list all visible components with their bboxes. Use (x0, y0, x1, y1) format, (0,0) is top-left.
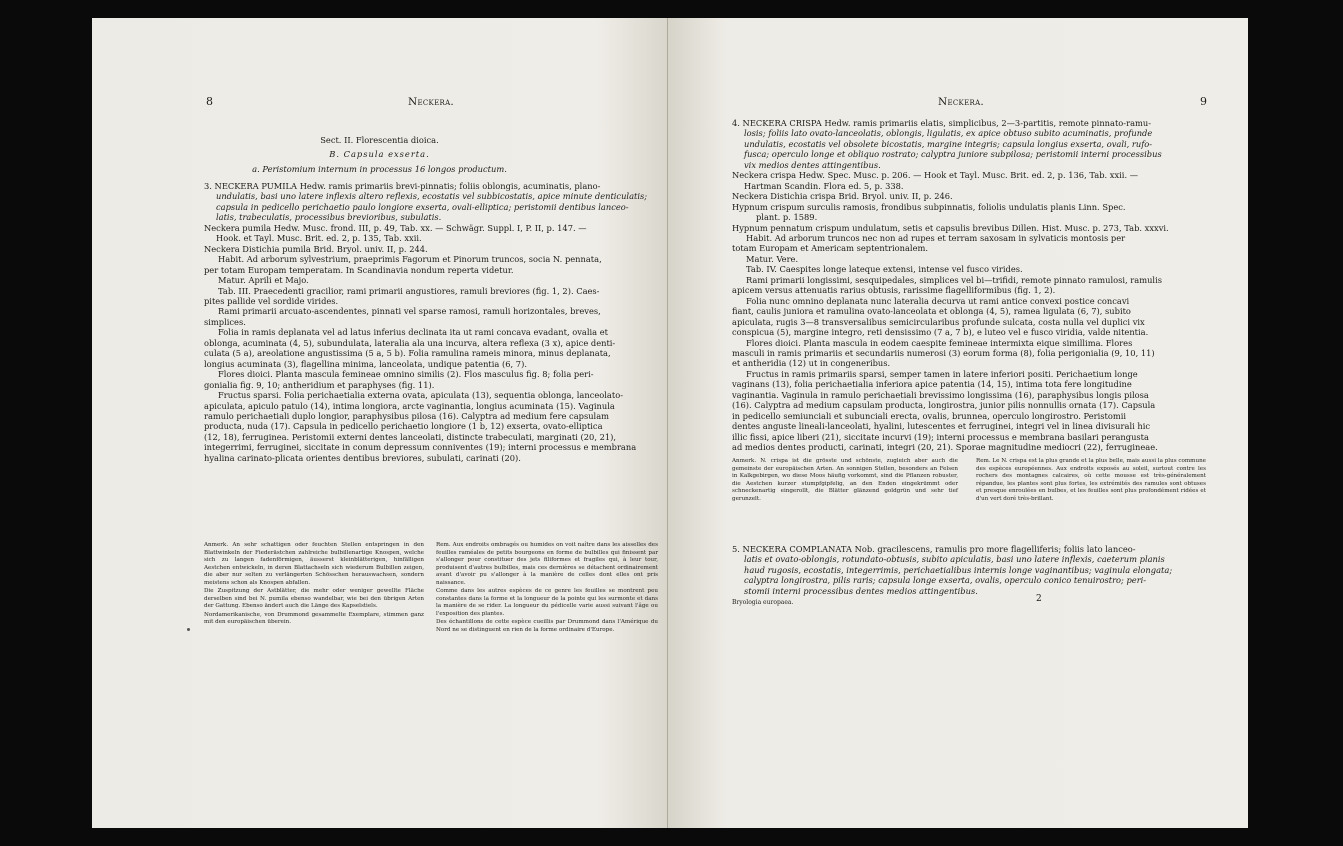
text-line: 5. NECKERA COMPLANATA Nob. gracilescens, ramulis pro more flagelliferis; foliis lato lanceo- (732, 544, 1136, 554)
text-line: Fructus sparsi. Folia perichaetialia externa ovata, apiculata (13), sequentia oblonga, lanceolato- (218, 390, 623, 401)
text-line: Rami primarii arcuato-ascendentes, pinnati vel sparse ramosi, ramuli horizontales, breves, (218, 306, 601, 317)
text-line: totam Europam et Americam septentrionalem. (732, 243, 928, 254)
species-3-text (204, 181, 658, 463)
text-line: Tab. III. Praecedenti gracilior, rami primarii angustiores, ramuli breviores (fig. 1, 2). Caes- (218, 285, 600, 296)
text-line: gonialia fig. 9, 10; antheridium et paraphyses (fig. 11). (204, 379, 435, 390)
text-line: Hartman Scandin. Flora ed. 5, p. 338. (744, 180, 904, 191)
text-line: latis et ovato-oblongis, rotundato-obtusis, subito apiculatis, basi uno latere inflexis, caeterum planis (744, 554, 1165, 565)
right-page-number: 9 (1200, 95, 1207, 108)
german-note-column (732, 458, 958, 504)
text-line: ad medios dentes producti, carinati, integri (20, 21). Sporae magnitudine mediocri (22), ferrugineae. (732, 442, 1158, 453)
text-line: hyalina carinato-plicata orientes dentibus breviores, subulati, carinati (20). (204, 452, 521, 463)
text-line: undulatis, basi uno latere inflexis altero reflexis, ecostatis vel subbicostatis, apice minute denticulatis; (216, 191, 648, 202)
text-line: Matur. Vere. (746, 253, 799, 264)
text-line: 3. NECKERA PUMILA Hedw. ramis primariis brevi-pinnatis; foliis oblongis, acuminatis, plano- (204, 181, 601, 191)
subsection-a-heading: a. Peristomium internum in processus 16 longos productum. (252, 164, 507, 174)
right-page (668, 18, 1248, 828)
text-line: pites pallide vel sordide virides. (204, 295, 339, 306)
text-line: calyptra longirostra, pilis raris; capsula longe exserta, ovalis, operculo conico tenuirostro; peri- (744, 575, 1147, 586)
left-page (92, 18, 667, 828)
text-line: masculi in ramis primariis et secundariis numerosi (3) eorum forma (8), folia perigonialia (9, 10, 11) (732, 347, 1155, 358)
text-line: Hook. et Tayl. Musc. Brit. ed. 2, p. 135, Tab. xxii. (216, 233, 422, 244)
german-note-column (204, 542, 424, 628)
text-line: Folia in ramis deplanata vel ad latus inferius declinata ita ut rami concava evadant, ovalia et (218, 327, 608, 338)
signature-mark: 2 (1036, 594, 1042, 604)
text-line: longius acuminata (3), flagellina minima, lanceolata, undique patentia (6, 7). (204, 358, 527, 369)
text-line: latis, trabeculatis, processibus brevioribus, subulatis. (216, 212, 442, 223)
subsection-b-heading: B. Capsula exserta. (329, 149, 430, 159)
note-paragraph: Comme dans les autres espèces de ce genre les feuilles se montrent peu constantes dans la forme et la longueur de la pointe qui les surmonte et dans la manière de se rider. La longueur du pédicelle varie aussi suivant l'âge ou l'exposition des plantes. (436, 588, 658, 617)
left-page-number: 8 (206, 95, 213, 108)
text-line: vaginans (13), folia perichaetialia inferiora apice patentia (14, 15), intima tota fere longitudine (732, 379, 1132, 390)
species-5-text (732, 544, 1206, 596)
footer-imprint: Bryologia europaea. (732, 599, 794, 606)
section-heading: Sect. II. Florescentia dioica. (320, 135, 439, 145)
text-line: Flores dioici. Planta mascula femineae omnino similis (2). Flos masculus fig. 8; folia peri- (218, 369, 594, 380)
text-line: undulatis, ecostatis vel obsolete bicostatis, margine integris; capsula longius exserta, ovali, rufo- (744, 138, 1153, 149)
text-line: capsula in pedicello perichaetio paulo longiore exserta, ovali-elliptica; peristomii dentibus lanceo- (216, 201, 629, 212)
note-paragraph: Des échantillons de cette espèce cueillis par Drummond dans l'Amérique du Nord ne se distinguent en rien de la forme ordinaire d'Europe. (436, 619, 658, 633)
text-line: apiculata, rugis 3—8 transversalibus semicircularibus profunde sulcata, costa nulla vel duplici vix (732, 316, 1145, 327)
note-paragraph: Rem. Aux endroits ombragés ou humides on voit naître dans les aisselles des feuilles raméales de petits bourgeons en forme de bulbilles qui finissent par s'allonger pour constituer des jets filiformes et fragiles qui, à leur tour, produisent d'autres bulbilles, mais ces dernières se détachent ordinairement avant d'avoir pu s'allonger à la manière de celles dont elles ont pris naissance. (436, 542, 658, 586)
page-speck (187, 628, 190, 631)
text-line: Folia nunc omnino deplanata nunc lateralia decurva ut rami antice convexi postice concavi (746, 295, 1130, 306)
note-paragraph: Die Zuspitzung der Astblätter, die mehr oder weniger gewellte Fläche derselben sind bei N. pumila ebenso wandelbar, wie bei den übrigen Arten der Gattung. Ebenso ändert auch die Länge des Kapselstiels. (204, 588, 424, 609)
text-line: dentes anguste lineali-lanceolati, hyalini, lutescentes et ferruginei, integri vel in linea divisurali hic (732, 421, 1151, 432)
text-line: Hypnum crispum surculis ramosis, frondibus subpinnatis, foliolis undulatis planis Linn. Spec. (732, 201, 1126, 212)
right-running-title: Neckera. (938, 96, 985, 108)
text-line: apicem versus attenuatis rarius obtusis, rarissime flagelliformibus (fig. 1, 2). (732, 285, 1056, 296)
species-4-text (732, 118, 1206, 453)
text-line: Habit. Ad arborum truncos nec non ad rupes et terram saxosam in sylvaticis montosis per (746, 232, 1126, 243)
note-paragraph: Anmerk. N. crispa ist die grösste und schönste, zugleich aber auch die gemeinste der europäischen Arten. An sonnigen Stellen, besonders an Felsen in Kalkgebirgen, wo diese Moos häufig vorkommt, sind die Pflanzen robuster, die Aestchen kurzer stumpfgipfelig, an den Enden eingekrümmt oder schneckenartig eingerollt, die Blätter glänzend goldgrün und sehr tief gerunzelt. (732, 458, 958, 502)
text-line: losis; foliis lato ovato-lanceolatis, oblongis, ligulatis, ex apice obtuso subito acuminatis, profunde (744, 128, 1153, 139)
text-line: Matur. Aprili et Majo. (218, 275, 309, 286)
text-line: 4. NECKERA CRISPA Hedw. ramis primariis elatis, simplicibus, 2—3-partitis, remote pinnato-ramu- (732, 118, 1152, 128)
text-line: integerrimi, ferruginei, siccitate in conum depressum conniventes (19); interni processus e membrana (204, 442, 637, 453)
text-line: Neckera Distichia crispa Brid. Bryol. univ. II, p. 246. (732, 191, 953, 202)
text-line: culata (5 a), areolatione angustissima (5 a, 5 b). Folia ramulina rameis minora, minus deplanata, (204, 348, 611, 359)
text-line: per totam Europam temperatam. In Scandinavia nondum reperta videtur. (204, 264, 514, 275)
text-line: Flores dioici. Planta mascula in eodem caespite femineae intermixta eique simillima. Flores (746, 337, 1133, 348)
note-paragraph: Rem. Le N. crispa est la plus grande et la plus belle, mais aussi la plus commune des espèces européennes. Aux endroits exposés au soleil, surtout contre les rochers des montagnes calcaires, où cette mousse est très-généralement répandue, les plantes sont plus fortes, les extrémités des ramules sont obtuses et presque enroulées en bulbes, et les feuilles sont plus profondément ridées et d'un vert doré très-brillant. (976, 458, 1206, 502)
text-line: Neckera Distichia pumila Brid. Bryol. univ. II, p. 244. (204, 243, 428, 254)
text-line: apiculata, apiculo patulo (14), intima longiora, arcte vaginantia, longius acuminata (15). Vaginula (204, 400, 615, 411)
text-line: (16). Calyptra ad medium capsulam producta, longirostra, junior pilis nonnullis ornata (17). Capsula (732, 400, 1156, 411)
text-line: plant. p. 1589. (756, 212, 818, 223)
text-line: producta, nuda (17). Capsula in pedicello perichaetio longiore (1 b, 12) exserta, ovato-elliptica (204, 421, 603, 432)
french-note-column (436, 542, 658, 635)
text-line: Rami primarii longissimi, sesquipedales, simplices vel bi—trifidi, remote pinnato ramulosi, ramulis (746, 274, 1162, 285)
text-line: in pedicello semiunciali et subunciali erecta, ovalis, brunnea, operculo longirostro. Peristomii (732, 410, 1127, 421)
text-line: haud rugosis, ecostatis, integerrimis, perichaetialibus internis longe vaginantibus; vaginula elongata; (744, 564, 1173, 575)
note-paragraph: Nordamerikanische, von Drummond gesammelte Exemplare, stimmen ganz mit den europäischen überein. (204, 611, 424, 625)
text-line: oblonga, acuminata (4, 5), subundulata, lateralia ala una incurva, altera reflexa (3 x), apice denti- (204, 337, 616, 348)
text-line: Hypnum pennatum crispum undulatum, setis et capsulis brevibus Dillen. Hist. Musc. p. 273, Tab. xxxvi. (732, 222, 1169, 233)
text-line: fusca; operculo longe et obliquo rostrato; calyptra juniore subpilosa; peristomii interni processibus (744, 149, 1162, 160)
text-line: (12, 18), ferruginea. Peristomii externi dentes lanceolati, distincte trabeculati, marginati (20, 21), (204, 431, 617, 442)
text-line: fiant, caulis juniora et ramulina ovato-lanceolata et oblonga (4, 5), ramea ligulata (6, 7), subito (732, 306, 1131, 317)
text-line: illic fissi, apice liberi (21), siccitate incurvi (19); interni processus e membrana basilari perangusta (732, 431, 1149, 442)
text-line: conspicua (5), margine integro, reti densissimo (7 a, 7 b), e luteo vel e fusco viridia, valde nitentia. (732, 327, 1149, 338)
text-line: vaginantia. Vaginula in ramulo perichaetiali brevissimo longissima (16), paraphysibus longis pilosa (732, 389, 1149, 400)
text-line: stomii interni processibus dentes medios attingentibus. (744, 585, 978, 596)
text-line: Neckera crispa Hedw. Spec. Musc. p. 206. — Hook et Tayl. Musc. Brit. ed. 2, p. 136, Tab. xxii. — (732, 170, 1139, 181)
text-line: Tab. IV. Caespites longe lateque extensi, intense vel fusco virides. (746, 264, 1023, 275)
text-line: Habit. Ad arborum sylvestrium, praeprimis Fagorum et Pinorum truncos, socia N. pennata, (218, 254, 602, 265)
left-running-title: Neckera. (408, 96, 455, 108)
text-line: ramulo perichaetiali duplo longior, paraphysibus pilosa (16). Calyptra ad medium fere capsulam (204, 410, 610, 421)
text-line: simplices. (204, 316, 246, 327)
text-line: vix medios dentes attingentibus. (744, 159, 881, 170)
text-line: Fructus in ramis primariis sparsi, semper tamen in latere inferiori positi. Perichaetium longe (746, 368, 1138, 379)
french-note-column (976, 458, 1206, 504)
text-line: Neckera pumila Hedw. Musc. frond. III, p. 49, Tab. xx. — Schwägr. Suppl. I, P. II, p. 147. — (204, 222, 587, 233)
note-paragraph: Anmerk. An sehr schattigen oder feuchten Stellen entspringen in den Blattwinkeln der Fiederästchen zahlreiche bulbillenartige Knospen, welche sich zu langen fadenförmigen, äusserst kleinblätterigen, hinfälligen Aestchen entwickeln, in deren Blattachseln sich wiederum Bulbillen zeigen, die aber nur selten zu verlängerten Schösschen herauswachsen, sondern meistens schon als Knospen abfallen. (204, 542, 424, 586)
text-line: et antheridia (12) ut in congeneribus. (732, 358, 891, 369)
